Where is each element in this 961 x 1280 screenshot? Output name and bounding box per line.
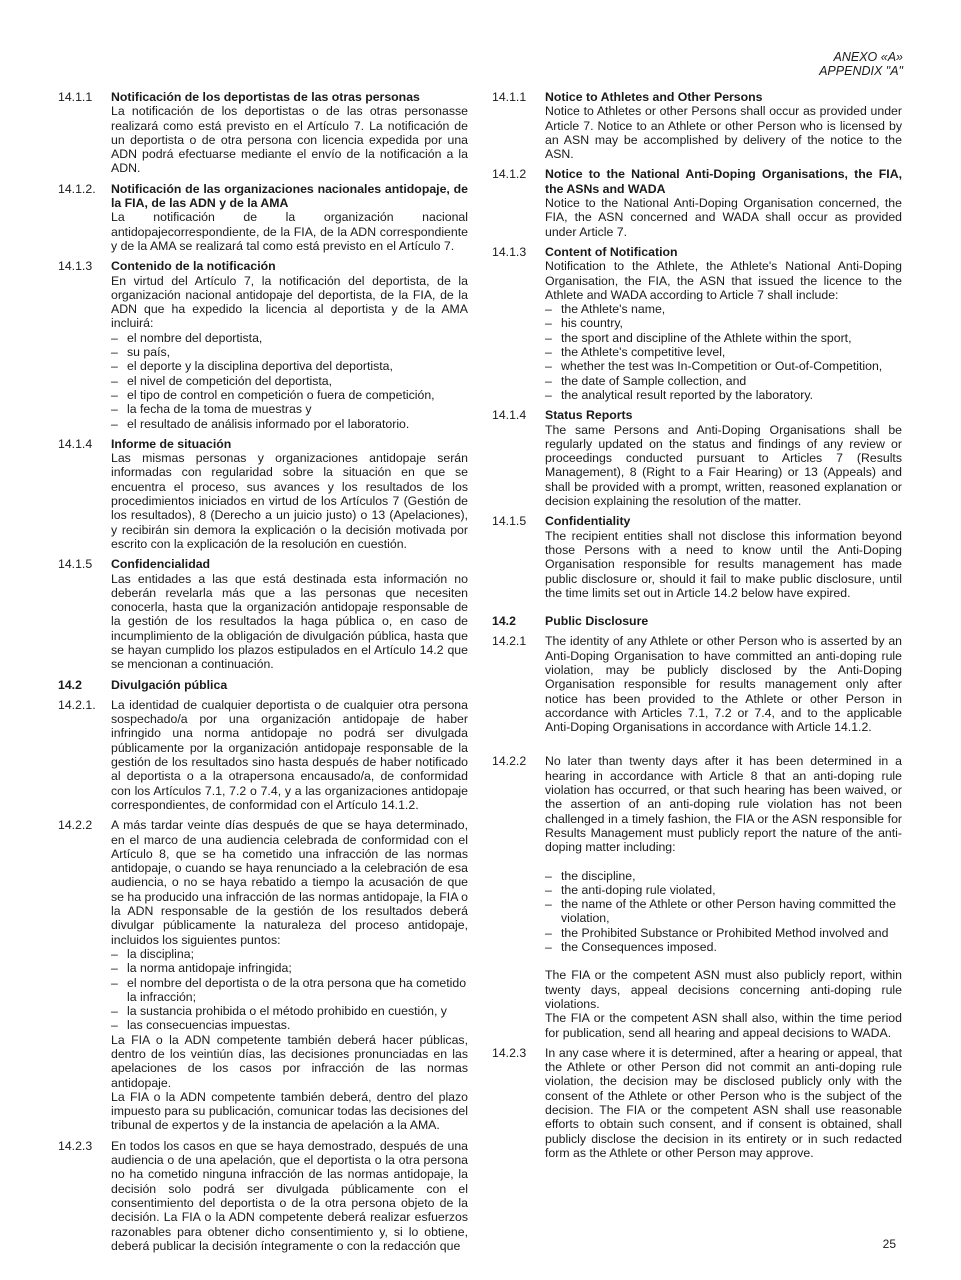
- section-14-2-3-es: [58, 1139, 468, 1253]
- list-item: – the Athlete's competitive level,: [545, 345, 902, 359]
- section-14-1-1-en: [492, 90, 902, 161]
- section-number: 14.1.4: [58, 436, 93, 451]
- list-item: – la norma antidopaje infringida;: [111, 961, 468, 975]
- list-item: – the sport and discipline of the Athlete within the sport,: [545, 331, 902, 345]
- section-text: Notice to Athletes or other Persons shall occur as provided under Article 7. Notice to an Athlete or other Person who is licensed by an ASN may be accomplished by delivery of the notice to the ASN.: [545, 104, 902, 162]
- list-item: – the Prohibited Substance or Prohibited Method involved and: [545, 926, 902, 940]
- list-item: – the analytical result reported by the laboratory.: [545, 388, 902, 402]
- section-14-1-4-en: [492, 408, 902, 508]
- section-text: A más tardar veinte días después de que se haya determinado, en el marco de una audiencia celebrada de conformidad con el Artículo 8, que se ha cometido una infracción de las normas antidopaje, o cuando se haya renunciado a la celebración de esa audiencia, o no se haya rebatido a tiempo la acusación de que se ha producido una infracción de las normas antidopaje, la FIA o la ADN responsable de la gestión de los resultados deberá divulgar públicamente la naturaleza del proceso antidopaje, incluidos los siguientes puntos:: [111, 818, 468, 947]
- list-item: – the Consequences imposed.: [545, 940, 902, 954]
- section-heading: Divulgación pública: [111, 677, 228, 692]
- annex-header: [819, 50, 903, 78]
- section-text: The FIA or the competent ASN must also publicly report, within twenty days, appeal decisions concerning anti-doping rule violations.: [545, 968, 902, 1011]
- notification-contents-list: [545, 302, 902, 402]
- section-heading: Confidentiality: [545, 514, 631, 529]
- section-text: The FIA or the competent ASN shall also, within the time period for publication, send all hearing and appeal decisions to WADA.: [545, 1011, 902, 1040]
- list-item: – la disciplina;: [111, 947, 468, 961]
- disclosure-items-list: [545, 869, 902, 955]
- section-heading: Notice to Athletes and Other Persons: [545, 90, 763, 104]
- section-text: La FIA o la ADN competente también deberá, dentro del plazo impuesto para su publicación, comunicar todas las decisiones del tribunal de expertos y de la instancia de apelación a la AMA.: [111, 1089, 468, 1133]
- section-14-2-2-en: [492, 754, 902, 1039]
- english-column: [492, 90, 902, 1166]
- section-text: Las mismas personas y organizaciones antidopaje serán informadas con regularidad sobre la situación en que se encuentra el proceso, sus avances y los resultados de los procedimientos iniciados en virtud de los Artículos 7 (Gestión de los resultados), 8 (Derecho a un juicio justo) o 13 (Apelaciones), y recibirán sin demora la explicación o la decisión motivada por escrito con la explicación de la resolución en cuestión.: [111, 451, 468, 551]
- section-14-1-2-es: [58, 182, 468, 253]
- section-14-2-3-en: [492, 1046, 902, 1160]
- section-number: 14.1.2.: [58, 181, 96, 196]
- section-text: En virtud del Artículo 7, la notificación del deportista, de la organización nacional antidopaje del deportista, de la FIA, de la ADN que ha expedido la licencia al deportista y de la AMA incluirá:: [111, 273, 468, 331]
- section-number: 14.1.5: [58, 557, 93, 572]
- section-number: 14.2.2: [58, 818, 93, 833]
- list-item: – the anti-doping rule violated,: [545, 883, 902, 897]
- section-heading: Notificación de las organizaciones nacionales antidopaje, de la FIA, de las ADN y de la AMA: [111, 181, 468, 211]
- section-text: Las entidades a las que está destinada esta información no deberán revelarla más que a las personas que necesiten conocerla, hasta que la organización antidopaje responsable de la gestión de los resultados la haga pública o, en caso de incumplimiento de la obligación de divulgación pública, hasta que se hayan cumplido los plazos estipulados en el Artículo 14.2 que se mencionan a continuación.: [111, 571, 468, 672]
- notification-contents-list: [111, 331, 468, 431]
- section-text: La notificación de los deportistas o de las otras personasse realizará como está previsto en el Artículo 7. La notificación de un deportista o de otra persona con licencia expedida por una ADN podrá efectuarse mediante el envío de la notificación a la ADN.: [111, 104, 468, 176]
- section-number: 14.2.3: [492, 1045, 527, 1060]
- section-14-1-1-es: [58, 90, 468, 176]
- section-text: In any case where it is determined, after a hearing or appeal, that the Athlete or other Person did not commit an anti-doping rule violation, the decision may be disclosed publicly only with the consent of the Athlete or other Person who is the subject of the decision. The FIA or the competent ASN shall use reasonable efforts to obtain such consent, and if consent is obtained, shall publicly disclose the decision in its entirety or in such redacted form as the Athlete or other Person may approve.: [545, 1045, 902, 1160]
- list-item: – el deporte y la disciplina deportiva del deportista,: [111, 359, 468, 373]
- section-number: 14.1.2: [492, 167, 527, 182]
- section-number: 14.2: [58, 677, 82, 692]
- section-14-2-2-es: [58, 818, 468, 1133]
- list-item: – las consecuencias impuestas.: [111, 1018, 468, 1032]
- list-item: – el nombre del deportista,: [111, 331, 468, 345]
- section-text: The identity of any Athlete or other Person who is asserted by an Anti-Doping Organisation to have committed an anti-doping rule violation, may be publicly disclosed by the Anti-Doping Organisation responsible for results management only after notice has been provided to the Athlete or other Person in accordance with Articles 7.1, 7.2 or 7.4, and to the applicable Anti-Doping Organisations in accordance with Article 14.1.2.: [545, 634, 902, 735]
- list-item: – the date of Sample collection, and: [545, 374, 902, 388]
- section-14-2-en: [492, 614, 902, 628]
- section-number: 14.1.3: [58, 259, 93, 274]
- section-heading: Informe de situación: [111, 436, 232, 451]
- section-14-1-5-es: [58, 557, 468, 671]
- spanish-column: [58, 90, 468, 1259]
- annex-title-en: APPENDIX "A": [819, 64, 903, 78]
- section-14-2-1-es: [58, 698, 468, 812]
- list-item: – his country,: [545, 316, 902, 330]
- section-heading: Content of Notification: [545, 244, 678, 259]
- section-14-2-es: [58, 678, 468, 692]
- section-14-1-5-en: [492, 514, 902, 600]
- disclosure-items-list: [111, 947, 468, 1033]
- section-text: En todos los casos en que se haya demostrado, después de una audiencia o de una apelación, que el deportista o la otra persona no ha cometido ninguna infracción de las normas antidopaje, la decisión solo podrá ser divulgada públicamente con el consentimiento del deportista o de la otra persona objeto de la decisión. La FIA o la ADN competente deberá realizar esfuerzos razonables para obtener dicho consentimiento y, si lo obtiene, deberá publicar la decisión íntegramente o con la redacción que: [111, 1138, 468, 1253]
- section-text: Notification to the Athlete, the Athlete's National Anti-Doping Organisation, the FIA, the ASN that issued the licence to the Athlete and WADA according to Article 7 shall include:: [545, 259, 902, 302]
- section-14-1-3-en: [492, 245, 902, 402]
- list-item: – su país,: [111, 345, 468, 359]
- list-item: – whether the test was In-Competition or Out-of-Competition,: [545, 359, 902, 373]
- list-item: – the discipline,: [545, 869, 902, 883]
- section-text: Notice to the National Anti-Doping Organisation concerned, the FIA, the ASN concerned and WADA shall occur as provided under Article 7.: [545, 196, 902, 239]
- section-heading: Status Reports: [545, 408, 633, 423]
- section-heading: Notificación de los deportistas de las otras personas: [111, 90, 420, 104]
- list-item: – el nombre del deportista o de la otra persona que ha cometido la infracción;: [111, 976, 468, 1005]
- list-item: – the Athlete's name,: [545, 302, 902, 316]
- section-number: 14.1.1: [58, 90, 93, 104]
- section-number: 14.1.3: [492, 244, 527, 259]
- section-14-1-3-es: [58, 259, 468, 431]
- section-14-1-4-es: [58, 437, 468, 551]
- section-heading: Confidencialidad: [111, 557, 211, 572]
- annex-title-es: ANEXO «A»: [833, 50, 903, 64]
- section-heading: Contenido de la notificación: [111, 259, 276, 274]
- list-item: – el nivel de competición del deportista,: [111, 374, 468, 388]
- section-heading: Public Disclosure: [545, 614, 649, 629]
- section-number: 14.2: [492, 614, 516, 629]
- list-item: – la sustancia prohibida o el método prohibido en cuestión, y: [111, 1004, 468, 1018]
- section-number: 14.2.1.: [58, 697, 96, 712]
- section-14-2-1-en: [492, 634, 902, 734]
- section-text: La notificación de la organización nacional antidopajecorrespondiente, de la FIA, de la ADN correspondiente y de la AMA se realizará tal como está previsto en el Artículo 7.: [111, 210, 468, 253]
- list-item: – the name of the Athlete or other Person having committed the violation,: [545, 897, 902, 926]
- section-number: 14.2.3: [58, 1138, 93, 1153]
- list-item: – la fecha de la toma de muestras y: [111, 402, 468, 416]
- section-text: La identidad de cualquier deportista o de cualquier otra persona sospechado/a por una organización antidopaje de haber infringido una norma antidopaje no podrá ser divulgada públicamente por la organización antidopaje responsable de la gestión de los resultados sino hasta después de haber notificado al deportista o a la otrapersona encausado/a, de conformidad con los Artículos 7.1, 7.2 o 7.4, y a las organizaciones antidopaje correspondientes, de conformidad con el Artículo 14.1.2.: [111, 697, 468, 812]
- section-text: La FIA o la ADN competente también deberá hacer públicas, dentro de los veintiún días, las decisiones pronunciadas en las apelaciones de los casos por infracción de las normas antidopaje.: [111, 1032, 468, 1090]
- section-number: 14.2.2: [492, 754, 527, 769]
- section-number: 14.2.1: [492, 634, 527, 649]
- list-item: – el tipo de control en competición o fuera de competición,: [111, 388, 468, 402]
- section-14-1-2-en: [492, 167, 902, 238]
- section-number: 14.1.4: [492, 408, 527, 423]
- section-number: 14.1.1: [492, 90, 527, 104]
- section-text: The recipient entities shall not disclose this information beyond those Persons with a need to know until the Anti-Doping Organisation responsible for results management has made public disclosure or, should it fail to make public disclosure, until the time limits set out in Article 14.2 below have expired.: [545, 528, 902, 600]
- section-number: 14.1.5: [492, 514, 527, 529]
- section-text: The same Persons and Anti-Doping Organisations shall be regularly updated on the status and findings of any review or proceedings conducted pursuant to Articles 7 (Results Management), 8 (Right to a Fair Hearing) or 13 (Appeals) and shall be provided with a prompt, written, reasoned explanation or decision explaining the resolution of the matter.: [545, 422, 902, 509]
- list-item: – el resultado de análisis informado por el laboratorio.: [111, 417, 468, 431]
- page-number: 25: [882, 1237, 896, 1251]
- section-heading: Notice to the National Anti-Doping Organisations, the FIA, the ASNs and WADA: [545, 167, 902, 196]
- section-text: No later than twenty days after it has been determined in a hearing in accordance with Article 8 that an anti-doping rule violation has occurred, or that such hearing has been waived, or the assertion of an anti-doping rule violation has not been challenged in a timely fashion, the FIA or the ASN responsible for Results Management must publicly report the nature of the anti-doping matter including:: [545, 754, 902, 855]
